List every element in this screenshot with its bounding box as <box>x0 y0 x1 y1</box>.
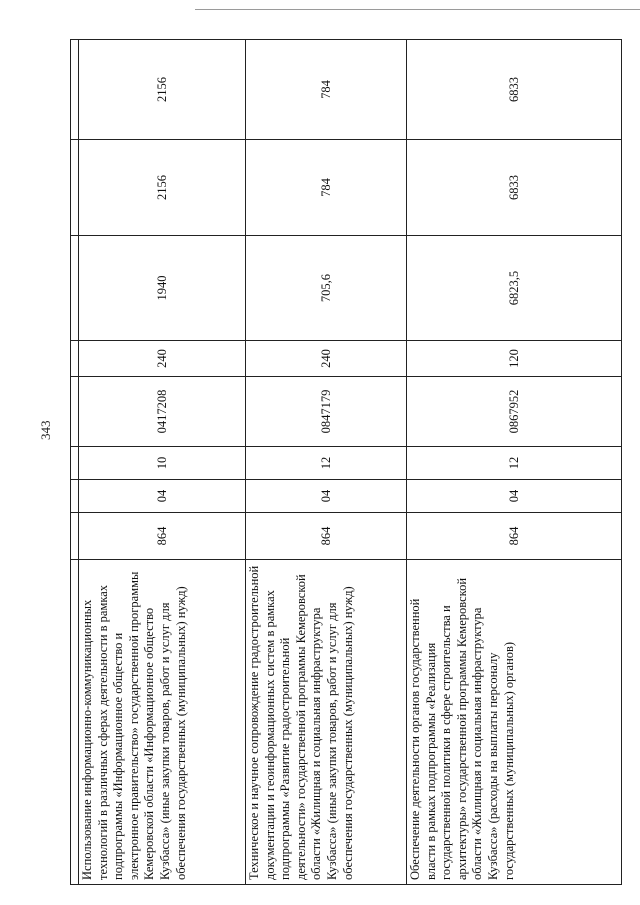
subsection-code: 10 <box>79 447 246 480</box>
row-description: Техническое и научное сопровождение градостроительной документации и геоинформационных систем в рамках подпрограммы «Развитие градостроительной деятельности» государственной программы Кемеровской области «Жилищная и социальная инфраструктура Кузбасса» (иные закупки товаров, работ и услуг для обеспечения государственных (муниципальных) нужд) <box>246 560 407 885</box>
amount-year-2: 6833 <box>407 140 622 236</box>
amount-year-3: 6833 <box>407 40 622 140</box>
table-row <box>79 40 246 885</box>
header-rule <box>195 9 640 10</box>
target-article-code: 0847179 <box>246 377 407 447</box>
amount-year-3: 784 <box>246 40 407 140</box>
expense-type-code: 120 <box>407 341 622 377</box>
section-code: 04 <box>246 480 407 513</box>
amount-year-1: 705,6 <box>246 236 407 341</box>
target-article-code: 0867952 <box>407 377 622 447</box>
section-code: 04 <box>79 480 246 513</box>
amount-year-2: 784 <box>246 140 407 236</box>
table-row <box>246 40 407 885</box>
amount-year-3: 2156 <box>79 40 246 140</box>
page-number: 343 <box>38 420 53 440</box>
row-description: Обеспечение деятельности органов государственной власти в рамках подпрограммы «Реализация государственной политики в сфере строительства и архитектуры» государственной программы Кемеровской области «Жилищная и социальная инфраструктура Кузбасса» (расходы на выплаты персоналу государственных (муниципальных) органов) <box>407 560 622 885</box>
subsection-code: 12 <box>246 447 407 480</box>
budget-table <box>70 39 622 885</box>
amount-year-2: 2156 <box>79 140 246 236</box>
amount-year-1: 1940 <box>79 236 246 341</box>
ministry-code: 864 <box>79 513 246 560</box>
expense-type-code: 240 <box>79 341 246 377</box>
table-top-spacer <box>71 40 79 885</box>
ministry-code: 864 <box>246 513 407 560</box>
rotated-table-wrapper <box>70 40 620 885</box>
amount-year-1: 6823,5 <box>407 236 622 341</box>
ministry-code: 864 <box>407 513 622 560</box>
subsection-code: 12 <box>407 447 622 480</box>
table-row <box>407 40 622 885</box>
expense-type-code: 240 <box>246 341 407 377</box>
section-code: 04 <box>407 480 622 513</box>
row-description: Использование информационно-коммуникационных технологий в различных сферах деятельности в рамках подпрограммы «Информационное общество и электронное правительство» государственной программы Кемеровской области «Информационное общество Кузбасса» (иные закупки товаров, работ и услуг для обеспечения государственных (муниципальных) нужд) <box>79 560 246 885</box>
target-article-code: 0417208 <box>79 377 246 447</box>
